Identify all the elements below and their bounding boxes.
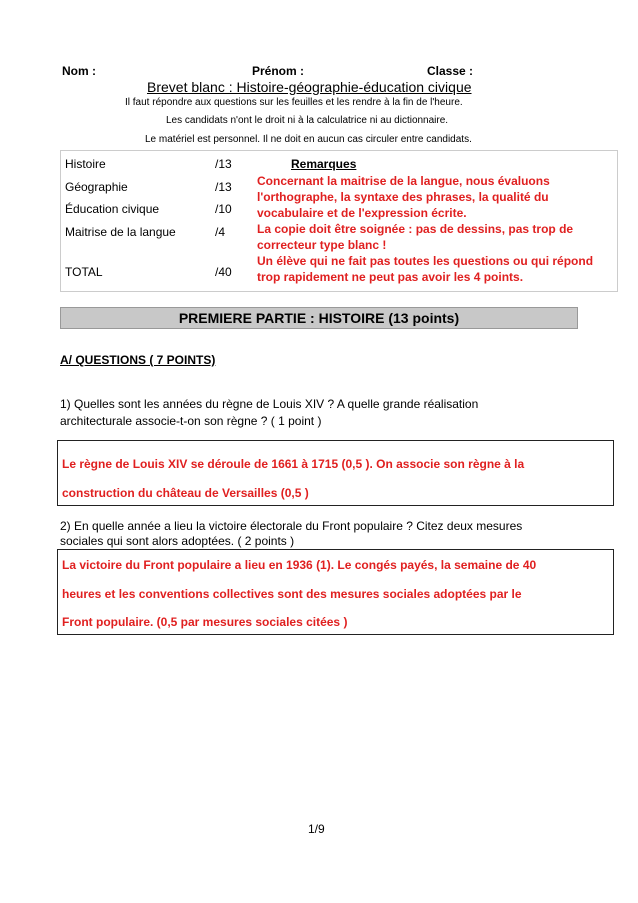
answer-box-2 [57,549,614,635]
answer-line: Front populaire. (0,5 par mesures sociales citées ) [62,615,348,629]
score-label: Histoire [65,157,106,171]
question-line: sociales qui sont alors adoptées. ( 2 points ) [60,534,295,548]
remark-line: La copie doit être soignée : pas de dessins, pas trop de [257,222,574,236]
classe-label: Classe : [427,64,474,78]
question-line: 1) Quelles sont les années du règne de Louis XIV ? A quelle grande réalisation [60,397,479,411]
remarks-text [257,173,613,285]
score-table [60,150,618,292]
question-line: 2) En quelle année a lieu la victoire électorale du Front populaire ? Citez deux mesures [60,519,523,533]
question-1 [60,396,478,430]
instruction-line: Le matériel est personnel. Il ne doit en aucun cas circuler entre candidats. [145,134,472,145]
score-label: Éducation civique [65,202,160,216]
answer-line: La victoire du Front populaire a lieu en 1936 (1). Le congés payés, la semaine de 40 [62,558,537,572]
remark-line: Un élève qui ne fait pas toutes les questions ou qui répond [257,254,594,268]
remark-line: Concernant la maitrise de la langue, nous évaluons [257,174,550,188]
score-label: TOTAL [65,265,103,279]
section-heading: A/ QUESTIONS ( 7 POINTS) [60,353,216,367]
question-line: architecturale associe-t-on son règne ? ( 1 point ) [60,414,322,428]
nom-label: Nom : [62,64,96,78]
question-2 [60,519,522,549]
score-label: Géographie [65,180,128,194]
remark-line: correcteur type blanc ! [257,238,387,252]
remark-line: l'orthographe, la syntaxe des phrases, la qualité du [257,190,549,204]
remarks-title: Remarques [291,157,357,171]
answer-line: construction du château de Versailles (0,5 ) [62,486,309,500]
part-title: PREMIERE PARTIE : HISTOIRE (13 points) [60,307,578,329]
exam-title: Brevet blanc : Histoire-géographie-éducation civique [147,79,472,95]
answer-line: Le règne de Louis XIV se déroule de 1661 à 1715 (0,5 ). On associe son règne à la [62,457,525,471]
answer-box-1 [57,440,614,506]
score-value: /10 [215,202,232,216]
score-value: /4 [215,225,226,239]
remark-line: vocabulaire et de l'expression écrite. [257,206,467,220]
instruction-line: Les candidats n'ont le droit ni à la calculatrice ni au dictionnaire. [166,115,449,126]
score-value: /13 [215,157,232,171]
page-number: 1/9 [308,822,325,836]
instruction-line: Il faut répondre aux questions sur les feuilles et les rendre à la fin de l'heure. [125,97,463,108]
score-label: Maitrise de la langue [65,225,176,239]
prenom-label: Prénom : [252,64,305,78]
score-value: /40 [215,265,232,279]
remark-line: trop rapidement ne peut pas avoir les 4 points. [257,270,524,284]
score-value: /13 [215,180,232,194]
answer-line: heures et les conventions collectives sont des mesures sociales adoptées par le [62,587,522,601]
